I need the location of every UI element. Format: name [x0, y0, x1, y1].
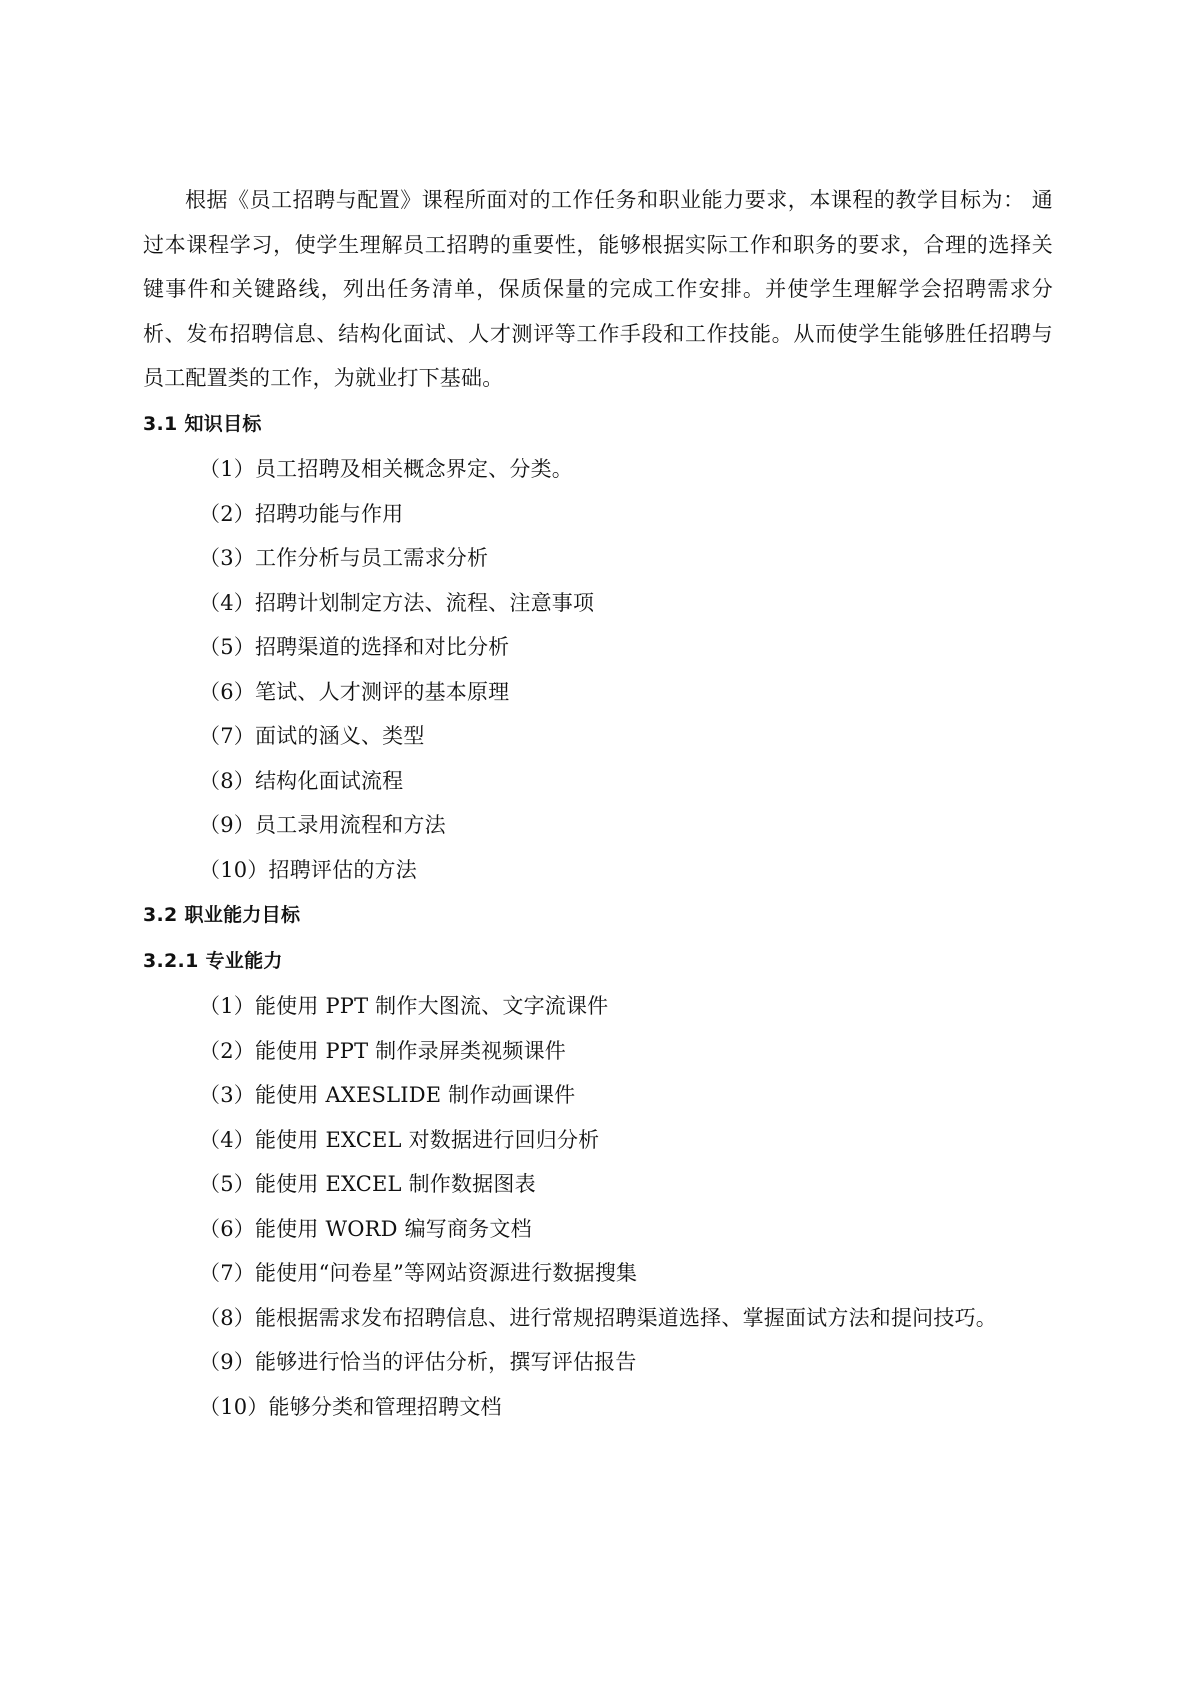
list-item — [143, 1385, 1053, 1430]
list-item — [143, 670, 1053, 715]
list-item — [143, 1296, 1053, 1341]
item-number: （8） — [199, 1305, 255, 1330]
item-number: （2） — [199, 1038, 255, 1063]
item-number: （7） — [199, 724, 255, 748]
intro-paragraph: 根据《员工招聘与配置》课程所面对的工作任务和职业能力要求，本课程的教学目标为： 通过本课程学习，使学生理解员工招聘的重要性，能够根据实际工作和职务的要求，合理的选择关键事件和关键路线，列出任务清单，保质保量的完成工作安排。并使学生理解学会招聘需求分析、发布招聘信息、结构化面试、人才测评等工作手段和工作技能。从而使学生能够胜任招聘与员工配置类的工作，为就业打下基础。 — [143, 188, 1053, 390]
list-item — [143, 447, 1053, 492]
section-heading-3-1: 3.1 知识目标 — [143, 412, 262, 435]
list-item — [143, 1118, 1053, 1163]
item-number: （10） — [199, 1394, 269, 1419]
list-item — [143, 1029, 1053, 1074]
item-text: 员工录用流程和方法 — [254, 813, 446, 837]
item-text: 招聘评估的方法 — [268, 857, 417, 882]
item-text: 能使用 WORD 编写商务文档 — [254, 1216, 532, 1241]
item-number: （6） — [199, 679, 255, 704]
item-text: 工作分析与员工需求分析 — [254, 546, 489, 570]
list-item — [143, 536, 1053, 581]
knowledge-goals-list — [143, 447, 1053, 892]
item-text: 能使用 PPT 制作大图流、文字流课件 — [254, 994, 609, 1018]
item-number: （1） — [199, 457, 255, 481]
item-number: （9） — [199, 1350, 255, 1374]
list-item — [143, 984, 1053, 1029]
item-text: 能使用 EXCEL 对数据进行回归分析 — [254, 1127, 600, 1152]
item-text: 员工招聘及相关概念界定、分类。 — [254, 457, 573, 481]
item-text: 面试的涵义、类型 — [254, 724, 425, 748]
item-text: 招聘功能与作用 — [254, 501, 404, 526]
document-body — [143, 178, 1053, 1429]
item-number: （7） — [199, 1261, 255, 1285]
list-item — [143, 1251, 1053, 1296]
item-text: 招聘计划制定方法、流程、注意事项 — [254, 590, 595, 615]
item-text: 能使用 EXCEL 制作数据图表 — [254, 1172, 536, 1196]
item-number: （4） — [199, 590, 255, 615]
item-text: 招聘渠道的选择和对比分析 — [254, 635, 510, 659]
professional-skills-list — [143, 984, 1053, 1429]
item-text: 结构化面试流程 — [254, 768, 404, 793]
item-text: 能够分类和管理招聘文档 — [268, 1394, 502, 1419]
item-number: （6） — [199, 1216, 255, 1241]
list-item — [143, 803, 1053, 848]
item-number: （8） — [199, 768, 255, 793]
section-heading-3-2-1: 3.2.1 专业能力 — [143, 949, 283, 972]
list-item — [143, 492, 1053, 537]
list-item — [143, 625, 1053, 670]
item-number: （2） — [199, 501, 255, 526]
item-text: 能够进行恰当的评估分析，撰写评估报告 — [254, 1350, 637, 1374]
list-item — [143, 581, 1053, 626]
item-number: （10） — [199, 857, 269, 882]
item-text: 能使用 PPT 制作录屏类视频课件 — [254, 1038, 566, 1063]
item-number: （3） — [199, 1083, 255, 1107]
item-number: （4） — [199, 1127, 255, 1152]
list-item — [143, 1207, 1053, 1252]
list-item — [143, 759, 1053, 804]
item-text: 笔试、人才测评的基本原理 — [254, 679, 510, 704]
item-text: 能使用“问卷星”等网站资源进行数据搜集 — [254, 1261, 638, 1285]
section-heading-3-2: 3.2 职业能力目标 — [143, 904, 301, 926]
list-item — [143, 714, 1053, 759]
list-item — [143, 1073, 1053, 1118]
list-item — [143, 1340, 1053, 1385]
item-number: （5） — [199, 635, 255, 659]
item-text: 能根据需求发布招聘信息、进行常规招聘渠道选择、掌握面试方法和提问技巧。 — [254, 1305, 997, 1330]
list-item — [143, 848, 1053, 893]
item-number: （1） — [199, 994, 255, 1018]
list-item — [143, 1162, 1053, 1207]
item-number: （3） — [199, 546, 255, 570]
item-number: （9） — [199, 813, 255, 837]
item-number: （5） — [199, 1172, 255, 1196]
item-text: 能使用 AXESLIDE 制作动画课件 — [254, 1083, 576, 1107]
